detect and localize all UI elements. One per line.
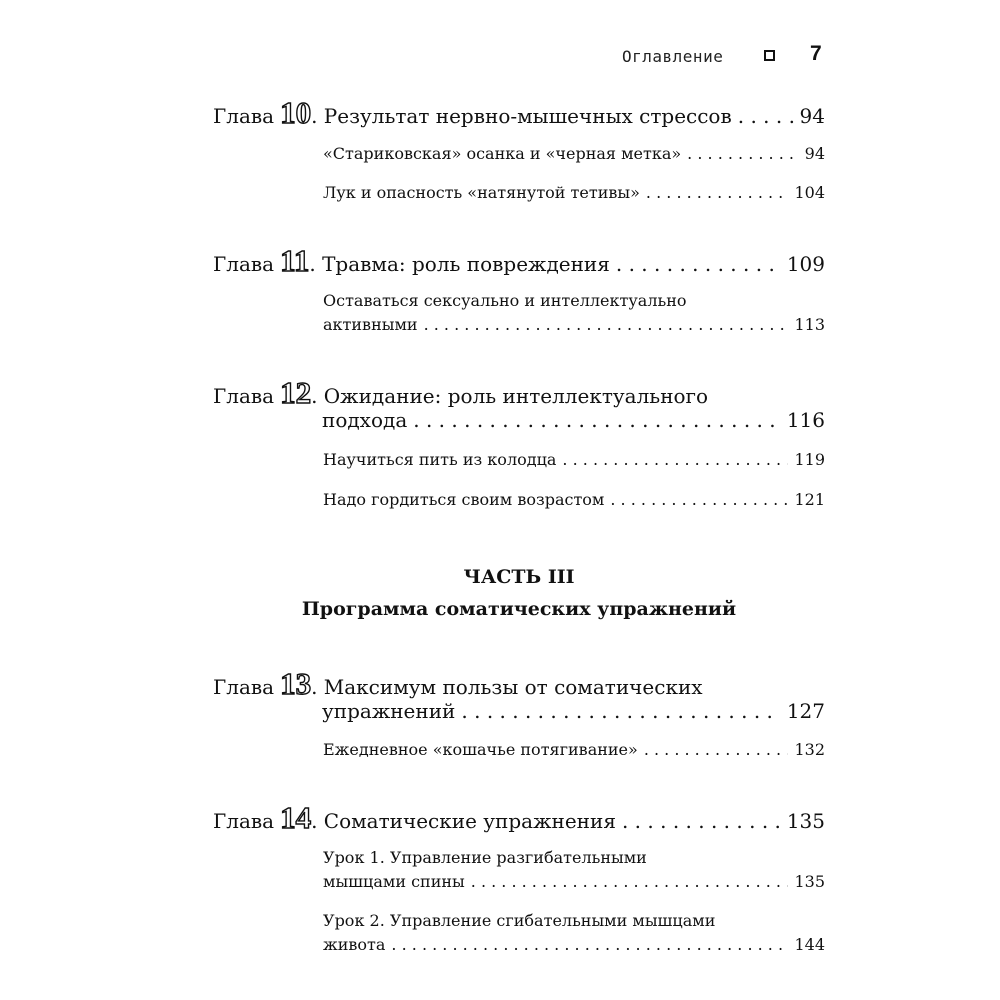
- section-title-line[interactable]: Урок 1. Управление разгибательными: [323, 848, 647, 867]
- chapter-number: 11: [280, 243, 310, 278]
- toc-chapter-13[interactable]: Глава 13 . Максимум пользы от соматических: [213, 666, 703, 701]
- section-page: 104: [794, 183, 825, 202]
- chapter-word: Глава: [213, 384, 275, 408]
- dot-leader: [461, 699, 780, 723]
- section-page: 94: [804, 144, 825, 163]
- chapter-word: Глава: [213, 104, 275, 128]
- square-bullet-icon: [764, 50, 775, 61]
- chapter-page: 109: [786, 252, 825, 276]
- toc-chapter-12[interactable]: Глава 12 . Ожидание: роль интеллектуального: [213, 375, 709, 410]
- toc-chapter-11[interactable]: Глава 11 . Травма: роль повреждения . . . 109: [213, 243, 825, 279]
- dot-leader: [562, 450, 788, 469]
- chapter-page: 116: [786, 408, 825, 432]
- toc-section[interactable]: [323, 935, 825, 954]
- chapter-title: упражнений: [322, 699, 456, 723]
- chapter-number: 10: [280, 95, 312, 130]
- section-title: мышцами спины: [323, 872, 465, 891]
- section-title: Научиться пить из колодца: [323, 450, 557, 469]
- toc-section[interactable]: [323, 144, 825, 163]
- dot-leader: [610, 490, 788, 509]
- toc-section[interactable]: [323, 183, 825, 202]
- toc-chapter-13-cont[interactable]: [322, 699, 825, 723]
- section-page: 121: [794, 490, 825, 509]
- chapter-title: Соматические упражнения: [323, 809, 616, 833]
- chapter-word: Глава: [213, 809, 275, 833]
- chapter-page: 135: [786, 809, 825, 833]
- page-number: 7: [810, 42, 822, 65]
- section-page: 132: [794, 740, 825, 759]
- toc-section[interactable]: [323, 450, 825, 469]
- toc-section[interactable]: [323, 490, 825, 509]
- chapter-page: 127: [786, 699, 825, 723]
- chapter-number: 13: [280, 666, 312, 701]
- dot-leader: [646, 183, 789, 202]
- section-title-line[interactable]: Урок 2. Управление сгибательными мышцами: [323, 911, 716, 930]
- toc-chapter-10[interactable]: Глава 10 . Результат нервно-мышечных стрессов . . . 94: [213, 95, 825, 131]
- chapter-word: Глава: [213, 252, 275, 276]
- part-subtitle: Программа соматических упражнений: [301, 598, 737, 620]
- dot-leader: [622, 809, 781, 833]
- section-page: 135: [794, 872, 825, 891]
- chapter-word: Глава: [213, 675, 275, 699]
- toc-section[interactable]: [323, 315, 825, 334]
- dot-leader: [391, 935, 788, 954]
- part-title: ЧАСТЬ III: [463, 566, 575, 588]
- chapter-title: Ожидание: роль интеллектуального: [323, 384, 709, 408]
- toc-section[interactable]: [323, 740, 825, 759]
- dot-leader: [616, 252, 781, 276]
- dot-leader: [424, 315, 789, 334]
- chapter-page: 94: [799, 104, 825, 128]
- chapter-number: 12: [280, 375, 312, 410]
- section-title: «Стариковская» осанка и «черная метка»: [323, 144, 682, 163]
- section-title: живота: [323, 935, 386, 954]
- section-title: Ежедневное «кошачье потягивание»: [323, 740, 638, 759]
- section-title: Лук и опасность «натянутой тетивы»: [323, 183, 640, 202]
- chapter-title: Результат нервно-мышечных стрессов: [323, 104, 732, 128]
- section-title-line[interactable]: Оставаться сексуально и интеллектуально: [323, 291, 687, 310]
- dot-leader: [413, 408, 781, 432]
- section-page: 119: [794, 450, 825, 469]
- chapter-title: Травма: роль повреждения: [322, 252, 610, 276]
- section-title: активными: [323, 315, 418, 334]
- running-header-title: Оглавление: [622, 47, 724, 66]
- chapter-title: подхода: [322, 408, 408, 432]
- dot-leader: [471, 872, 789, 891]
- dot-leader: [644, 740, 789, 759]
- chapter-number: 14: [280, 800, 312, 835]
- section-title: Надо гордиться своим возрастом: [323, 490, 605, 509]
- toc-section[interactable]: [323, 872, 825, 891]
- dot-leader: [687, 144, 798, 163]
- toc-chapter-12-cont[interactable]: [322, 408, 825, 432]
- toc-chapter-14[interactable]: Глава 14 . Соматические упражнения . . . 135: [213, 800, 825, 836]
- section-page: 144: [794, 935, 825, 954]
- chapter-title: Максимум пользы от соматических: [323, 675, 703, 699]
- section-page: 113: [794, 315, 825, 334]
- dot-leader: [738, 104, 794, 128]
